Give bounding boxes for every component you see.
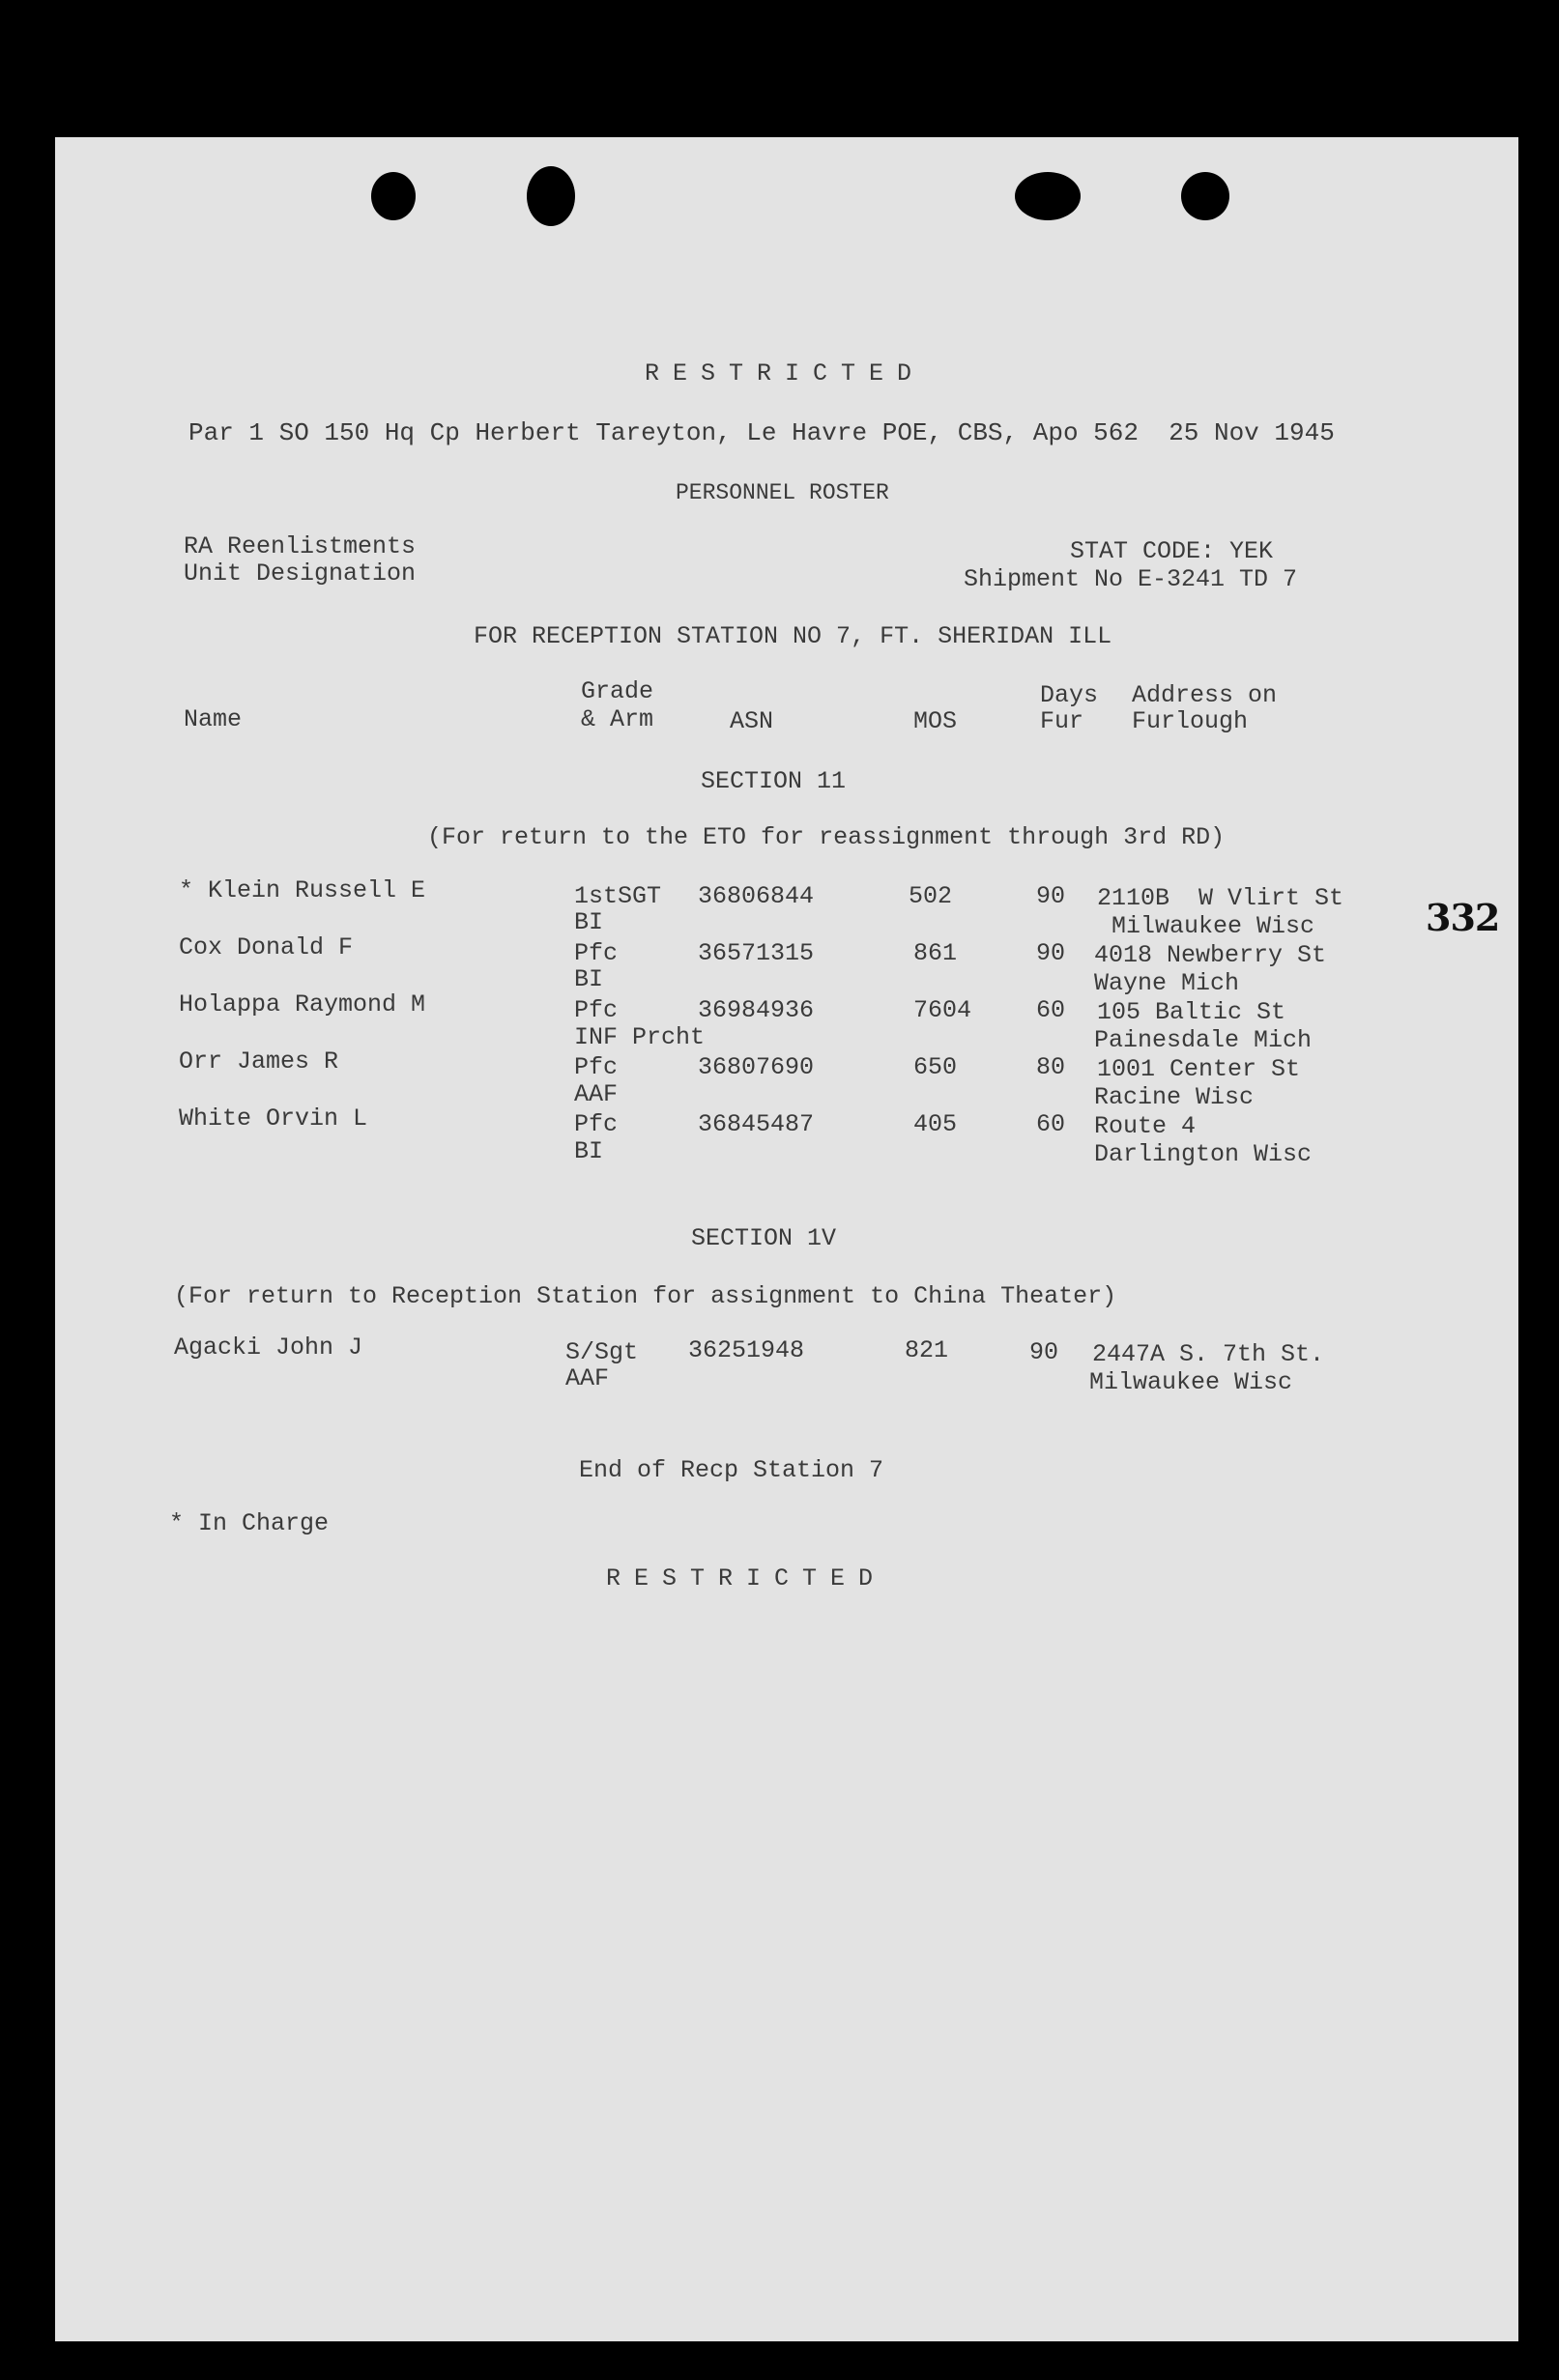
punch-hole [527,166,575,226]
shipment-number: Shipment No E-3241 TD 7 [964,565,1298,593]
row-name: Orr James R [179,1047,339,1075]
row-grade: 1stSGT [574,882,662,910]
row-days: 60 [1036,996,1066,1024]
row-mos: 7604 [913,996,972,1024]
col-address-line2: Furlough [1132,707,1249,735]
col-asn: ASN [730,707,774,735]
restricted-header: RESTRICTED [645,359,926,387]
in-charge-note: * In Charge [169,1509,330,1537]
row-days: 60 [1036,1110,1066,1138]
punch-hole [1015,172,1081,220]
row-address-line1: Route 4 [1094,1112,1197,1140]
ra-reenlistments: RA Reenlistments [184,532,417,560]
col-days-line2: Fur [1040,707,1084,735]
col-mos: MOS [913,707,958,735]
reception-station-line: FOR RECEPTION STATION NO 7, FT. SHERIDAN ILL [474,622,1112,650]
row-mos: 502 [909,882,953,910]
row-days: 90 [1036,939,1066,967]
row-mos: 821 [905,1336,949,1364]
unit-designation: Unit Designation [184,559,417,588]
row-address-line2: Painesdale Mich [1094,1026,1313,1054]
row-address-line1: 2110B W Vlirt St [1097,884,1344,912]
row-days: 80 [1036,1053,1066,1081]
row-address-line1: 4018 Newberry St [1094,941,1327,969]
punch-hole [1181,172,1229,220]
row-days: 90 [1029,1338,1059,1366]
orders-line: Par 1 SO 150 Hq Cp Herbert Tareyton, Le Havre POE, CBS, Apo 562 25 Nov 1945 [188,418,1335,447]
row-grade: S/Sgt [565,1338,639,1366]
row-asn: 36806844 [698,882,815,910]
roster-page [55,137,1518,2341]
row-address-line2: Wayne Mich [1094,969,1240,997]
section-iv-note: (For return to Reception Station for assignment to China Theater) [174,1282,1117,1310]
row-mos: 861 [913,939,958,967]
row-name: * Klein Russell E [179,876,426,904]
col-grade-line2: & Arm [581,705,654,733]
row-arm: AAF [574,1080,619,1108]
row-days: 90 [1036,882,1066,910]
row-name: Holappa Raymond M [179,990,426,1018]
section-ii-note: (For return to the ETO for reassignment through 3rd RD) [427,823,1226,851]
row-mos: 650 [913,1053,958,1081]
section-iv-title: SECTION 1V [691,1224,837,1252]
restricted-footer: RESTRICTED [606,1564,887,1592]
section-ii-title: SECTION 11 [701,767,847,795]
row-address-line2: Darlington Wisc [1094,1140,1313,1168]
row-name: Agacki John J [174,1333,363,1362]
row-asn: 36984936 [698,996,815,1024]
row-name: Cox Donald F [179,933,354,961]
row-asn: 36845487 [698,1110,815,1138]
row-grade: Pfc [574,1110,619,1138]
row-asn: 36571315 [698,939,815,967]
row-mos: 405 [913,1110,958,1138]
stat-code: STAT CODE: YEK [1070,537,1274,565]
row-address-line2: Milwaukee Wisc [1112,912,1315,940]
row-address-line1: 105 Baltic St [1097,998,1286,1026]
row-address-line1: 1001 Center St [1097,1055,1301,1083]
row-address-line1: 2447A S. 7th St. [1092,1340,1325,1368]
page-number-stamp: 332 [1426,896,1500,939]
row-asn: 36807690 [698,1053,815,1081]
row-name: White Orvin L [179,1104,368,1133]
col-name: Name [184,705,243,733]
roster-title: PERSONNEL ROSTER [676,480,889,505]
row-arm: BI [574,1137,604,1165]
row-arm: AAF [565,1364,610,1392]
col-days-line1: Days [1040,681,1099,709]
punch-hole [371,172,416,220]
row-grade: Pfc [574,1053,619,1081]
row-arm: BI [574,908,604,936]
row-arm: BI [574,965,604,993]
row-grade: Pfc [574,939,619,967]
row-address-line2: Racine Wisc [1094,1083,1255,1111]
row-grade: Pfc [574,996,619,1024]
row-address-line2: Milwaukee Wisc [1089,1368,1293,1396]
end-of-station-note: End of Recp Station 7 [579,1456,884,1484]
col-address-line1: Address on [1132,681,1278,709]
row-asn: 36251948 [688,1336,805,1364]
row-arm: INF Prcht [574,1023,706,1051]
col-grade-line1: Grade [581,677,654,705]
